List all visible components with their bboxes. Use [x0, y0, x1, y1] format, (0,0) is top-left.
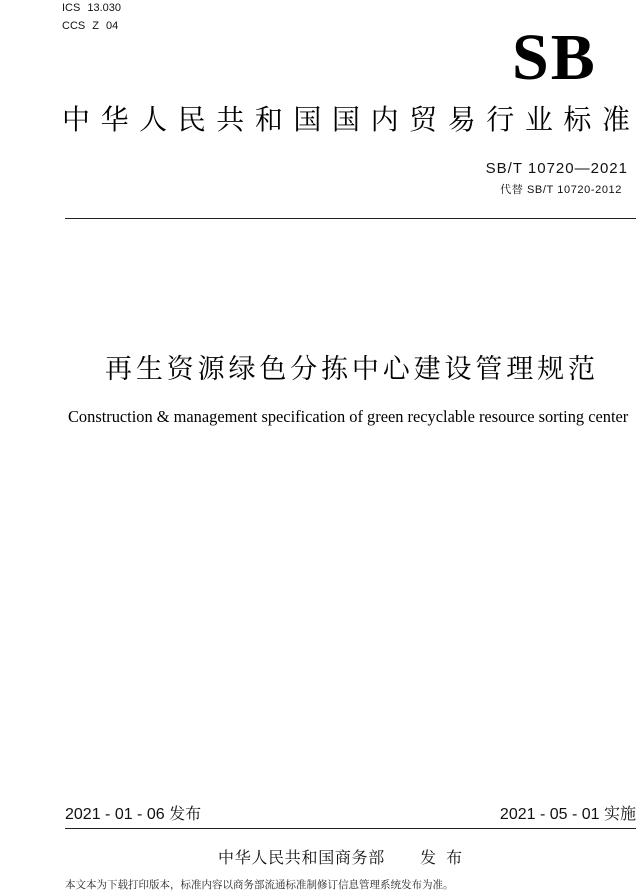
ics-code: ICS 13.030: [62, 2, 122, 14]
implementation-date: 2021 - 05 - 01 实施: [499, 806, 636, 823]
issue-label: 发 布: [420, 848, 463, 867]
download-note: 本文本为下载打印版本，标准内容以商务部流通标准制修订信息管理系统发布为准。: [65, 879, 454, 891]
issuing-authority: 中华人民共和国商务部: [218, 848, 386, 867]
standard-category-title: 中华人民共和国国内贸易行业标准: [62, 103, 630, 136]
replaced-standard: 代替 SB/T 10720-2012: [500, 184, 622, 196]
ccs-code: CCS Z 04: [62, 20, 119, 32]
sb-logo: SB: [512, 21, 597, 94]
header-divider: [65, 218, 636, 219]
standard-number: SB/T 10720—2021: [485, 160, 628, 177]
document-title-zh: 再生资源绿色分拣中心建设管理规范: [105, 354, 595, 385]
footer-divider: [65, 828, 636, 829]
release-date: 2021 - 01 - 06 发布: [65, 806, 202, 823]
document-title-en: Construction & management specification of green recyclable resource sorting center: [68, 407, 629, 426]
